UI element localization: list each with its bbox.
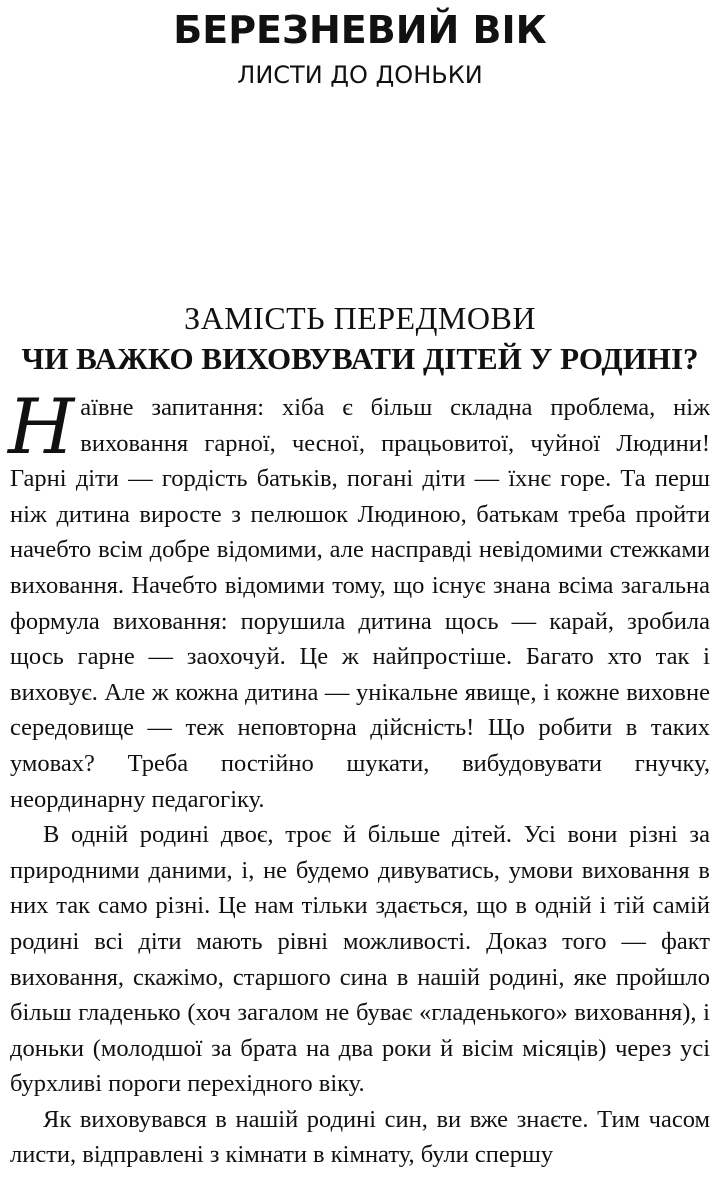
paragraph-3: Як виховувався в нашій родині син, ви вже знаєте. Тим часом листи, відправлені з кімнати в кімнату, були спершу xyxy=(10,1105,710,1169)
section-title: ЗАМІСТЬ ПЕРЕДМОВИ xyxy=(184,300,536,336)
paragraph-2: В одній родині двоє, троє й більше дітей. Усі вони різні за природними даними, і, не будемо дивуватись, умови виховання в них так само різні. Це нам тільки здається, що в одній і тій самій родині всі діти мають рівні можливості. Доказ того — факт виховання, скажімо, старшого сина в нашій родині, яке пройшло більш гладенько (хоч загалом не буває «гладенького» виховання), і доньки (молодшої за брата на два роки й вісім місяців) через усі бурхливі пороги перехідного віку. xyxy=(10,821,710,1098)
section-subtitle: ЧИ ВАЖКО ВИХОВУВАТИ ДІТЕЙ У РОДИНІ? xyxy=(21,341,699,376)
paragraph-1-text: аївне запитання: хіба є більш складна проблема, ніж виховання гарної, чесної, працьовитої, чуйної Людини! Гарні діти — гордість батьків, погані діти — їхнє горе. Та перш ніж дитина виросте з пелюшок Людиною, батькам треба пройти начебто всім добре відомими, але насправді невідомими стежками виховання. Начебто відомими тому, що існує знана всіма загальна формула виховання: порушила дитина щось — карай, зробила щось гарне — заохочуй. Це ж найпростіше. Багато хто так і виховує. Але ж кожна дитина — унікальне явище, і кожне виховне середовище — теж неповторна дійсність! Що робити в таких умовах? Треба постійно шукати, вибудовувати гнучку, неординарну педагогіку. xyxy=(10,394,710,813)
book-title: БЕРЕЗНЕВИЙ ВІК xyxy=(173,8,547,52)
body-text xyxy=(8,382,710,1173)
paragraph-1 xyxy=(8,382,710,817)
drop-cap: Н xyxy=(8,382,75,471)
book-subtitle: ЛИСТИ ДО ДОНЬКИ xyxy=(237,61,483,89)
